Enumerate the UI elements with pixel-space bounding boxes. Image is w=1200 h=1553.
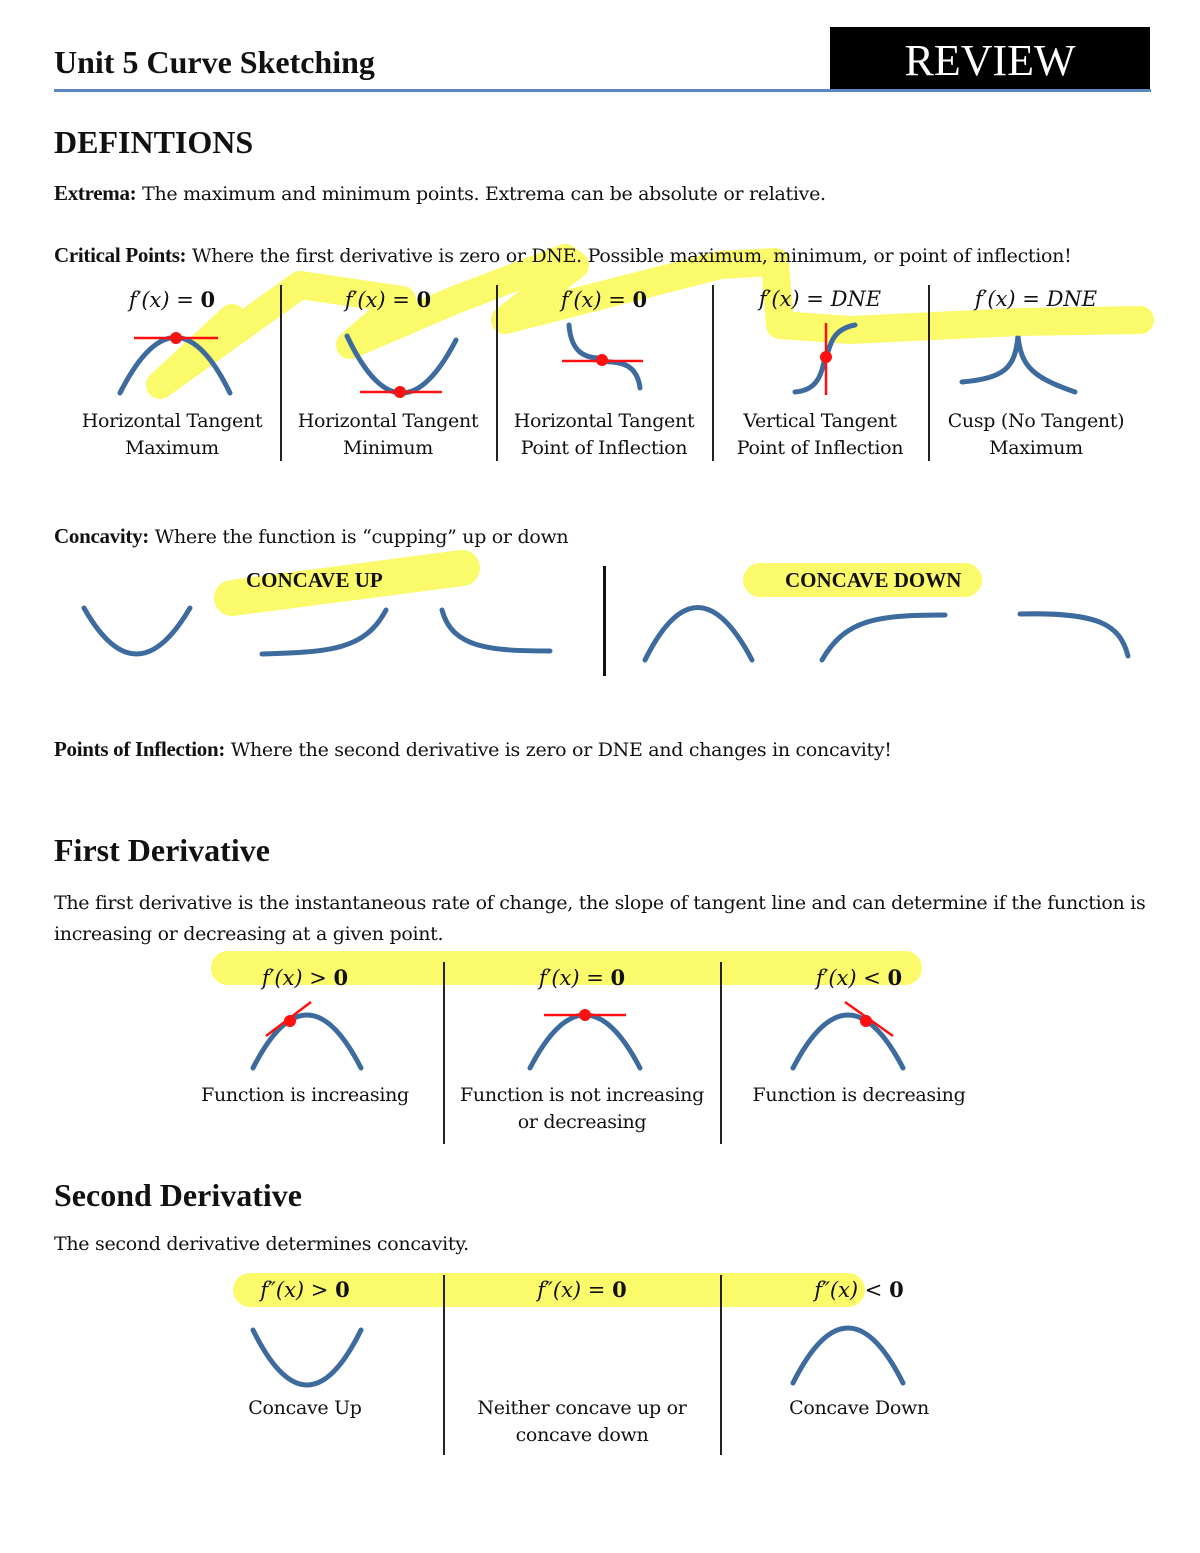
inflection-term: Points of Inflection: [54, 737, 226, 761]
second-derivative-heading: Second Derivative [54, 1177, 302, 1213]
critical-formula-2: f′(x) = 0 [344, 287, 432, 312]
critical-formula-3: f′(x) = 0 [560, 287, 648, 312]
concave-up-label: CONCAVE UP [246, 568, 383, 592]
extrema-text: The maximum and minimum points. Extrema can be absolute or relative. [136, 183, 826, 205]
first-label-1: Function is increasing [201, 1084, 409, 1106]
sketch-horizontal-tangent-minimum [347, 336, 456, 398]
critical-formula-5: f′(x) = DNE [974, 287, 1098, 311]
first-formula-2: f′(x) = 0 [538, 965, 626, 990]
concave-down-label: CONCAVE DOWN [785, 568, 962, 592]
second-formula-1: f″(x) > 0 [260, 1277, 350, 1302]
second-derivative-sketch-up [253, 1330, 361, 1385]
concavity-text: Where the function is “cupping” up or down [149, 526, 569, 548]
extrema-term: Extrema: [54, 181, 137, 205]
second-label-1: Concave Up [248, 1397, 362, 1419]
critical-points-text: Where the first derivative is zero or DNE. Possible maximum, minimum, or point of inflection! [186, 245, 1072, 267]
first-derivative-sketch-increasing [253, 1002, 361, 1068]
first-derivative-text: The first derivative is the instantaneous rate of change, the slope of tangent line and can determine if the function is increasing or decreasing at a given point. [54, 892, 1146, 945]
first-derivative-sketch-decreasing [793, 1002, 903, 1068]
page-title: Unit 5 Curve Sketching [54, 44, 375, 80]
second-derivative-sketch-down [793, 1328, 903, 1383]
first-label-2: Function is not increasing or decreasing [460, 1084, 704, 1133]
first-formula-1: f′(x) > 0 [261, 965, 349, 990]
concave-down-sketch-3 [1020, 614, 1128, 656]
sketch-horizontal-tangent-maximum [120, 332, 230, 393]
second-label-2: Neither concave up or concave down [477, 1397, 687, 1446]
concave-down-sketch-2 [822, 615, 945, 660]
second-formula-3: f″(x) < 0 [814, 1277, 904, 1302]
sketch-vertical-tangent-inflection [795, 323, 855, 395]
sketch-horizontal-tangent-inflection [562, 325, 643, 388]
review-badge: REVIEW [830, 27, 1150, 90]
first-label-3: Function is decreasing [752, 1084, 966, 1106]
critical-label-2: Horizontal Tangent Minimum [297, 410, 479, 459]
critical-formula-1: f′(x) = 0 [128, 287, 216, 312]
critical-label-1: Horizontal Tangent Maximum [81, 410, 263, 459]
second-derivative-text: The second derivative determines concavity. [54, 1233, 469, 1255]
first-derivative-sketch-zero [530, 1009, 640, 1068]
sketch-cusp [962, 336, 1075, 392]
concave-down-sketch-1 [645, 608, 752, 661]
first-formula-3: f′(x) < 0 [815, 965, 903, 990]
definitions-heading: DEFINTIONS [54, 124, 254, 160]
first-derivative-heading: First Derivative [54, 832, 270, 868]
critical-formula-4: f′(x) = DNE [758, 287, 882, 311]
critical-label-4: Vertical Tangent Point of Inflection [736, 410, 904, 459]
concavity-term: Concavity: [54, 524, 149, 548]
concave-up-sketch-1 [84, 608, 190, 654]
second-label-3: Concave Down [789, 1397, 929, 1419]
concave-up-sketch-2 [262, 610, 386, 654]
critical-label-3: Horizontal Tangent Point of Inflection [513, 410, 695, 459]
second-formula-2: f″(x) = 0 [537, 1277, 627, 1302]
critical-points-term: Critical Points: [54, 243, 187, 267]
inflection-text: Where the second derivative is zero or DNE and changes in concavity! [225, 739, 892, 761]
critical-label-5: Cusp (No Tangent) Maximum [947, 410, 1125, 459]
concave-up-sketch-3 [442, 610, 550, 651]
